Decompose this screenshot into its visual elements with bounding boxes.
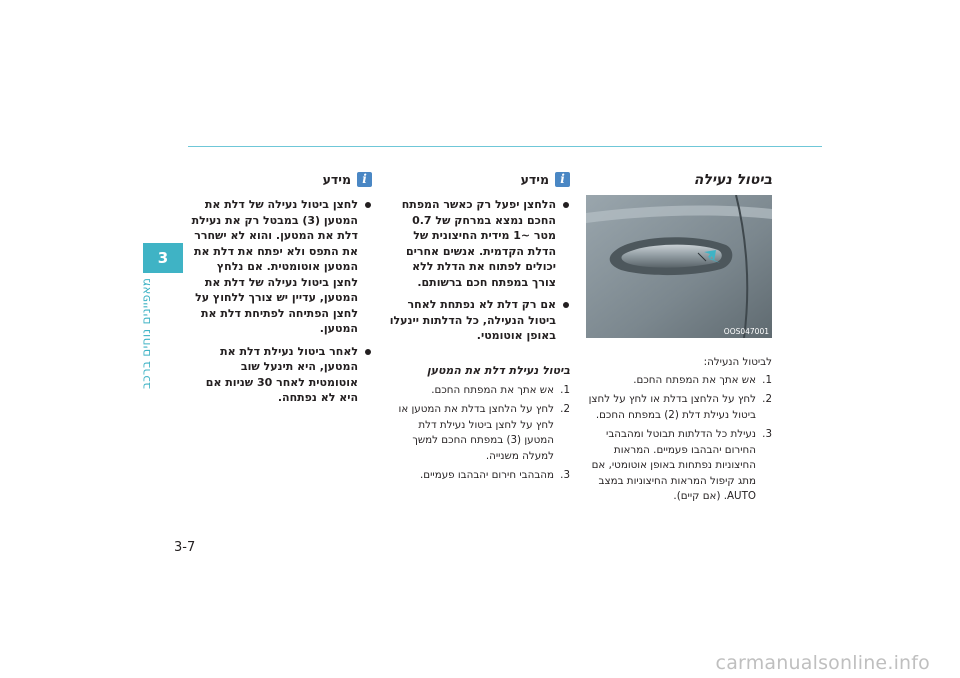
unlock-intro: לביטול הנעילה: (703, 356, 772, 368)
list-item: 1. אש אתך את המפתח החכם. (633, 373, 772, 386)
info-title: מידע (322, 172, 351, 187)
right-column (586, 172, 772, 188)
unlock-instructions (586, 355, 772, 509)
info-title: מידע (520, 172, 549, 187)
info-icon: i (555, 172, 570, 187)
chapter-title-vertical: מאפיינים נוחים ברכב (139, 278, 153, 390)
list-item: הלחצן יפעל רק כאשר המפתח החכם נמצא במרחק של 0.7 מטר ~1 מידית החיצונית של הדלת הקדמית. אנשים אחרים יכולים לפתוח את הדלת ללא צורך במפתח חכם ברשותם. (388, 197, 570, 290)
info-icon: i (357, 172, 372, 187)
info-bullets (188, 197, 372, 406)
chapter-number-tab: 3 (143, 243, 183, 273)
info-header (188, 172, 372, 187)
unlock-steps (586, 373, 772, 505)
section-title-unlock: ביטול נעילה (693, 172, 772, 188)
list-item: 1. אש אתך את המפתח החכם. (431, 383, 570, 396)
list-item: 3. נעילת כל הדלתות תבוטל ומהבהבי החירום יהבהבו פעמיים. המראות החיצוניות נפתחות באופן אוטומטי, אם מתג קיפול המראות החיצוניות במצב AUTO. (אם קיים). (591, 428, 772, 502)
list-item: 3. מהבהבי חירום יהבהבו פעמיים. (419, 469, 570, 481)
door-handle-photo (586, 195, 772, 338)
info-header (388, 172, 570, 187)
info-bullets (388, 197, 570, 344)
page-number: 3-7 (174, 540, 196, 555)
header-rule (188, 146, 822, 147)
list-item: לאחר ביטול נעילת דלת את המטען, היא תינעל שוב אוטומטית לאחר 30 שניות אם היא לא נפתחה. (188, 344, 372, 406)
list-item: אם רק דלת לא נפתחת לאחר ביטול הנעילה, כל הדלתות יינעלו באופן אוטומטי. (388, 297, 570, 344)
list-item: 2. לחץ על הלחצן בדלת או לחץ על לחצן ביטול נעילת דלת (2) במפתח החכם. (588, 393, 772, 421)
trunk-unlock-steps (388, 383, 570, 484)
door-handle-illustration (586, 195, 772, 338)
left-column (188, 172, 372, 413)
middle-column (388, 172, 570, 488)
trunk-unlock-title: ביטול נעילת דלת את המטען (426, 363, 570, 377)
figure-code: OOS047001 (723, 327, 769, 336)
watermark-text: carmanualsonline.info (715, 652, 930, 674)
list-item: 2. לחץ על הלחצן בדלת את המטען או לחץ על לחצן ביטול נעילת דלת המטען (3) במפתח החכם למשך למעלה משנייה. (398, 403, 570, 462)
list-item: לחצן ביטול נעילה של דלת את המטען (3) במבטל רק את נעילת דלת את המטען. והוא לא ישחרר את התפס ולא יפתח את דלת את המטען אוטומטית. אם נלחץ לחצן ביטול נעילה של דלת את המטען, עדיין יש צורך ללחוץ על לחצן הפתיחה לפתיחת דלת את המטען. (188, 197, 372, 337)
